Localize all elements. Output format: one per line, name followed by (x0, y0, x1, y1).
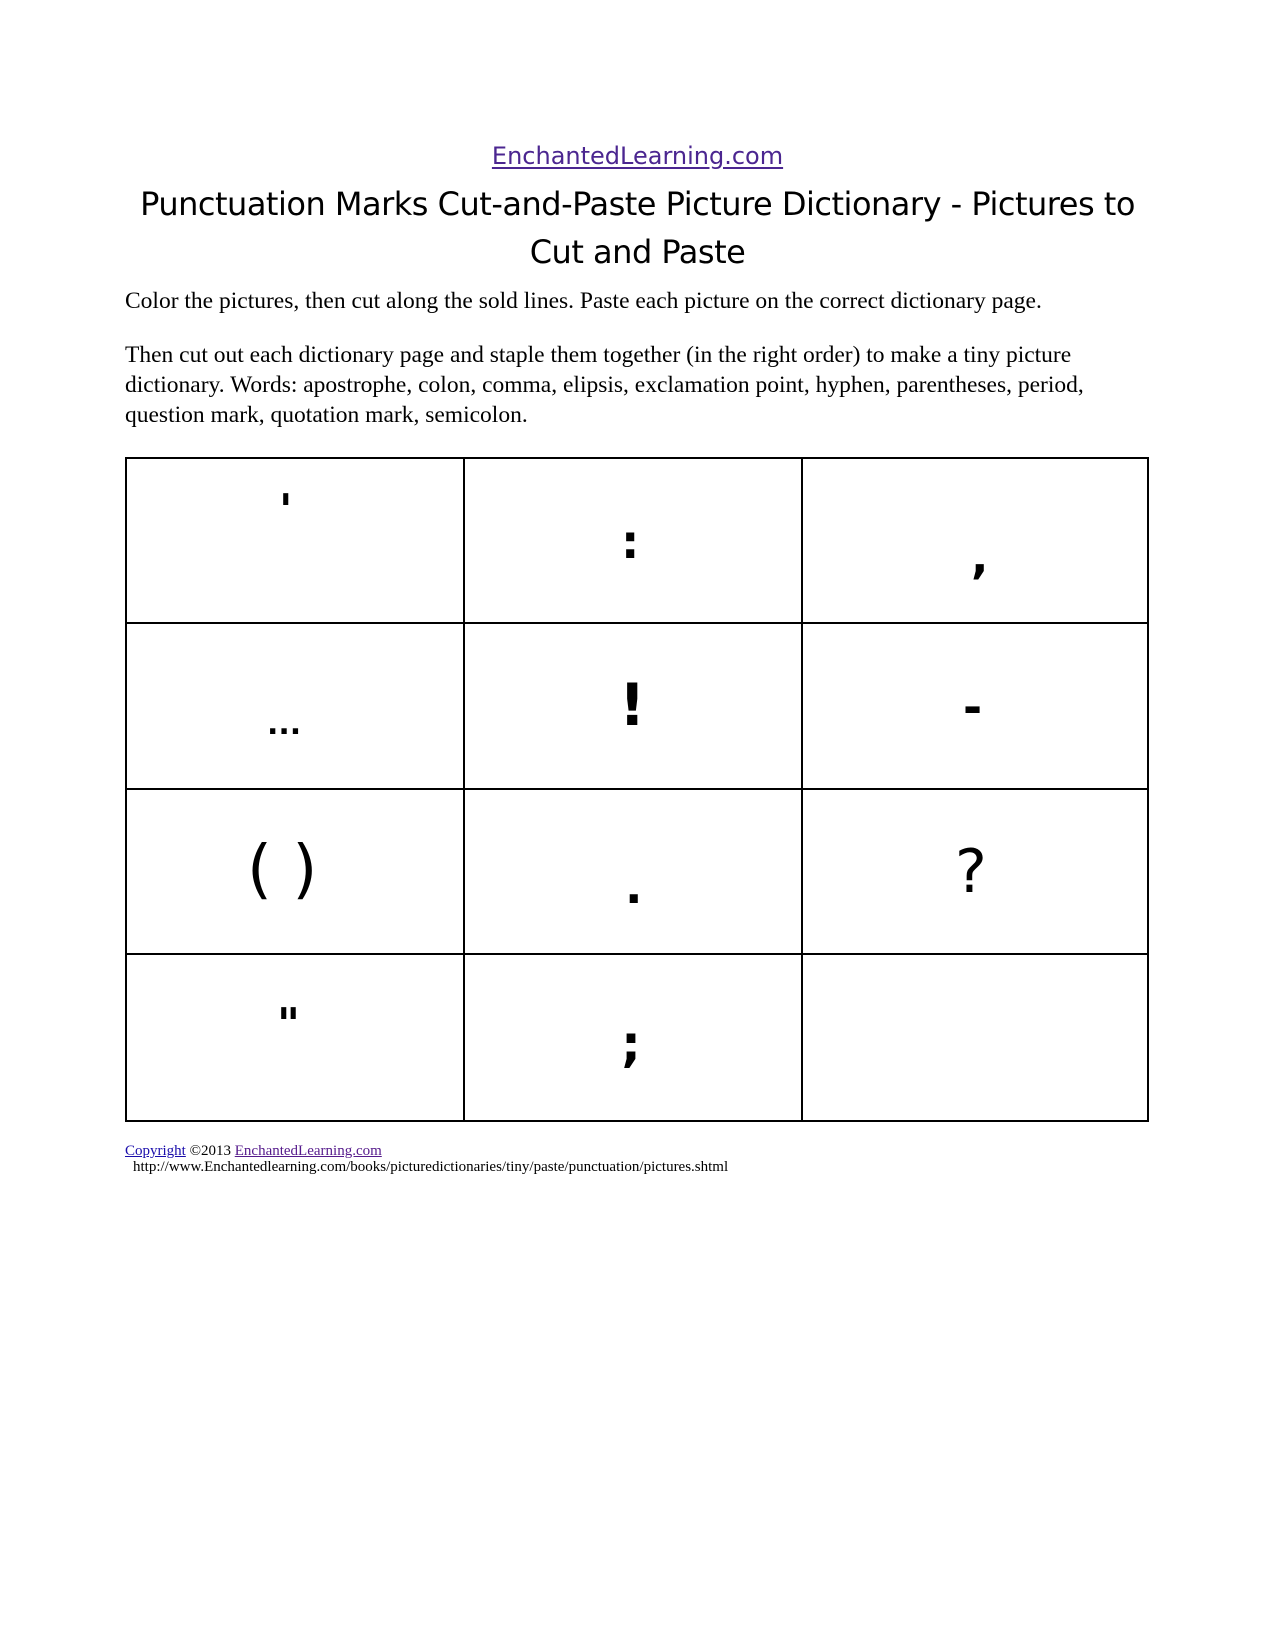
grid-cell-semicolon (465, 955, 803, 1120)
apostrophe-mark: ' (279, 485, 293, 536)
parentheses-mark: ( ) (247, 832, 318, 907)
grid-cell-exclamation-point (465, 624, 803, 789)
footer (125, 1143, 728, 1175)
copyright-year: ©2013 (189, 1143, 231, 1159)
grid-cell-apostrophe (127, 459, 465, 624)
colon-mark: : (621, 515, 640, 569)
grid-cell-elipsis (127, 624, 465, 789)
footer-site-link[interactable]: EnchantedLearning.com (234, 1143, 382, 1159)
instruction-paragraph-1: Color the pictures, then cut along the sold lines. Paste each picture on the correct dictionary page. (125, 288, 1042, 314)
elipsis-mark: ... (267, 707, 302, 743)
grid-cell-hyphen (803, 624, 1147, 789)
grid-cell-colon (465, 459, 803, 624)
page-url: http://www.Enchantedlearning.com/books/picturedictionaries/tiny/paste/punctuation/pictures.shtml (133, 1159, 729, 1175)
site-header-link-container (0, 142, 1275, 170)
grid-cell-parentheses (127, 790, 465, 955)
page-title: Punctuation Marks Cut-and-Paste Picture Dictionary - Pictures to Cut and Paste (140, 185, 1135, 271)
comma-mark: , (971, 530, 989, 584)
grid-cell-comma (803, 459, 1147, 624)
instruction-paragraph-2: Then cut out each dictionary page and staple them together (in the right order) to make a tiny picture dictionary. Words: apostrophe, colon, comma, elipsis, exclamation point, hyphen, parentheses, period, question mark, quotation mark, semicolon. (125, 342, 1084, 428)
grid-cell-quotation-mark (127, 955, 465, 1120)
site-header-link[interactable]: EnchantedLearning.com (491, 142, 784, 170)
cut-and-paste-grid (125, 457, 1149, 1122)
copyright-link[interactable]: Copyright (125, 1143, 186, 1159)
grid-cell-question-mark (803, 790, 1147, 955)
grid-cell-empty (803, 955, 1147, 1120)
question-mark-mark: ? (955, 836, 987, 907)
period-mark: . (625, 859, 643, 914)
quotation-mark-mark: " (277, 998, 300, 1050)
grid-cell-period (465, 790, 803, 955)
hyphen-mark: - (963, 680, 983, 735)
exclamation-point-mark: ! (619, 671, 646, 740)
semicolon-mark: ; (621, 1014, 641, 1073)
